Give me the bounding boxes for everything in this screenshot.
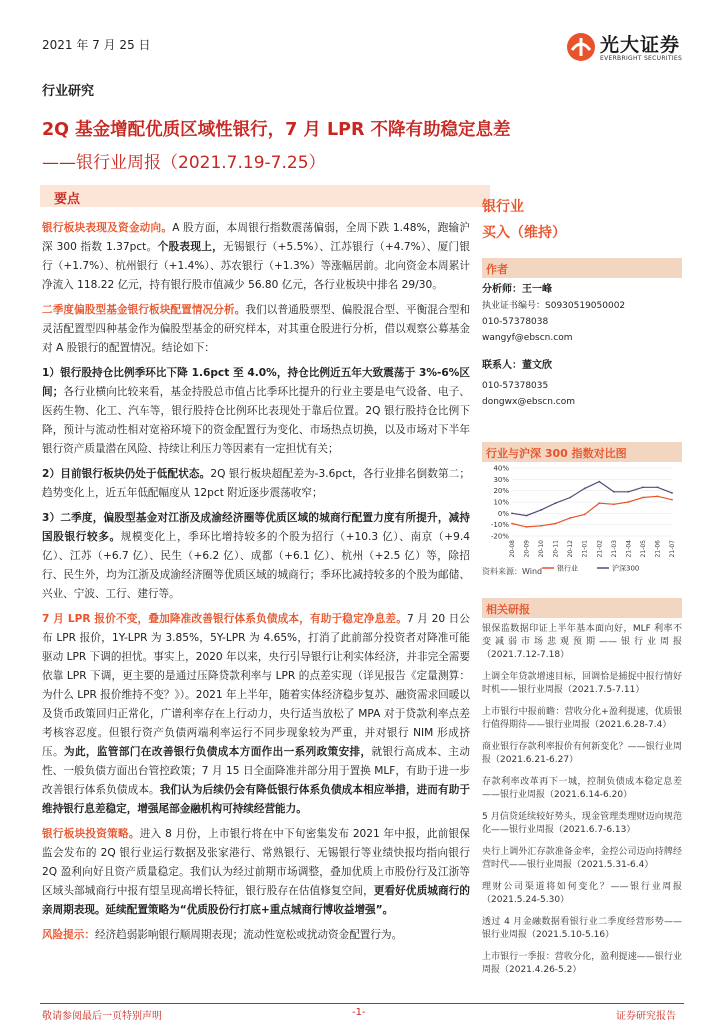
page-number: -1-	[352, 1007, 366, 1018]
series-line-1	[512, 482, 672, 516]
paragraph-conclusion-2	[42, 465, 470, 503]
analyst-email[interactable]: wangyf@ebscn.com	[482, 333, 573, 343]
data-point-1	[540, 509, 542, 511]
data-point-0	[671, 499, 673, 501]
legend-label-1: 沪深300	[612, 564, 640, 573]
paragraph-risk	[42, 926, 470, 945]
data-point-0	[540, 525, 542, 527]
footer-divider	[40, 1003, 684, 1004]
contact-name: 联系人：董文欣	[482, 360, 552, 371]
related-report-item[interactable]: 商业银行存款利率报价有何新变化？——银行业周报（2021.6.21-6.27）	[482, 742, 682, 765]
text-strategy: 进入 8 月份，上市银行将在中下旬密集发布 2021 年中报，此前银保监会发布的 2Q 银行业运行数据及张家港行、常熟银行、无锡银行等业绩快报均指向银行 2Q 盈利向好且资产质量稳定。我们认为经过前期市场调整，叠加优质上市股份行及江浙等区域头部城商行中报有望呈现高增长特征，银行股存在估值修复空间，	[42, 828, 471, 897]
data-point-1	[642, 486, 644, 488]
data-point-0	[657, 495, 659, 497]
data-point-0	[555, 523, 557, 525]
analyst-license: 执业证书编号：S0930519050002	[482, 301, 626, 311]
y-tick-label: 30%	[493, 475, 509, 484]
industry-rating: 买入（维持）	[482, 225, 566, 241]
data-point-0	[511, 523, 513, 525]
summary-heading: 要点	[54, 192, 81, 207]
x-tick-label: 21-07	[669, 540, 676, 558]
data-point-0	[613, 503, 615, 505]
data-point-1	[657, 486, 659, 488]
analyst-name: 分析师：王一峰	[482, 284, 552, 295]
text-conclusion-3: 规模变化上，季环比增持较多的个股为招行（+10.3 亿）、南京（+9.4 亿）、江苏（+6.7 亿）、民生（+6.2 亿）、成都（+6.1 亿）、杭州（+2.5 亿）等，除招行、民生外，均为江浙及成渝经济圈等优质区域的城商行；季环比减持较多的个股为邮储、兴业、宁波、工行、建行等。	[42, 531, 470, 600]
summary-heading-bar	[40, 185, 490, 207]
lead-performance: 银行板块表现及资金动向。	[42, 222, 173, 234]
bold-conclusion-2: 2）目前银行板块仍处于低配状态。	[42, 468, 211, 480]
related-reports-list	[482, 623, 682, 986]
related-report-item[interactable]: 5 月信贷延续较好势头，现金管理类理财迈向规范化——银行业周报（2021.6.7-6.13）	[482, 812, 682, 835]
related-heading-bar	[482, 598, 682, 618]
industry-vs-hs300-chart	[482, 462, 682, 574]
report-subtitle: ——银行业周报（2021.7.19-7.25）	[42, 153, 326, 173]
y-tick-label: -10%	[490, 521, 509, 530]
related-report-item[interactable]: 上调全年贷款增速目标，回调恰是捕捉中报行情好时机——银行业周报（2021.7.5-7.11）	[482, 672, 682, 695]
text-conclusion-2: 2Q 银行板块超配差为-3.6pct，各行业排名倒数第二；趋势变化上，近五年低配幅度从 12pct 附近逐步震荡收窄；	[42, 468, 470, 499]
y-tick-label: 40%	[493, 464, 509, 473]
data-point-0	[584, 514, 586, 516]
text-risk: 经济趋弱影响银行顺周期表现；流动性宽松或扰动资金配置行为。	[94, 929, 403, 941]
data-point-1	[584, 488, 586, 490]
report-category: 行业研究	[42, 84, 95, 99]
data-point-1	[613, 491, 615, 493]
report-title: 2Q 基金增配优质区域性银行，7 月 LPR 不降有助稳定息差	[42, 120, 511, 140]
x-tick-label: 21-06	[654, 540, 662, 558]
paragraph-fund-analysis	[42, 301, 470, 358]
related-report-item[interactable]: 理财公司渠道将如何变化？——银行业周报（2021.5.24-5.30）	[482, 882, 682, 905]
y-tick-label: 10%	[493, 498, 509, 507]
related-report-item[interactable]: 透过 4 月金融数据看银行业二季度经营形势——银行业周报（2021.5.10-5.16）	[482, 917, 682, 940]
paragraph-conclusion-3	[42, 509, 470, 604]
x-tick-label: 21-04	[625, 540, 633, 558]
bold-conclusion-1: 1）银行股持仓比例季环比下降 1.6pct 至 4.0%，持仓比例近五年大致震荡于 3%-6%区间；	[42, 367, 470, 398]
text-lpr-a: 7 月 20 日公布 LPR 报价，1Y-LPR 为 3.85%，5Y-LPR 为 4.65%，打消了此前部分投资者对降准可能驱动 LPR 下调的担忧。事实上，2020 年以来，央行引导银行让利实体经济，并非完全需要依靠 LPR 下调，更主要的是通过压降贷款利率与 LPR 的点差实现（详见报告《定量测算：为什么 LPR 报价维持不变？》）。2021 年上半年，随着实体经济稳步复苏、融资需求回暖以及货币政策回归正常化，广谱利率存在上行动力，央行适当放松了 MPA 对于贷款利率点差考核容忍度。但银行资产负债两端利率运行不同步现象较为严重，并对银行 NIM 形成挤压。	[42, 613, 471, 758]
logo-text-cn: 光大证券	[600, 34, 681, 56]
industry-name: 银行业	[482, 199, 524, 215]
data-point-1	[598, 481, 600, 483]
chart-heading: 行业与沪深 300 指数对比图	[486, 447, 627, 460]
legend-label-0: 银行业	[557, 564, 578, 573]
lead-risk: 风险提示：	[42, 929, 95, 941]
everbright-logo-icon	[566, 32, 596, 62]
lead-strategy: 银行板块投资策略。	[42, 828, 140, 840]
x-tick-label: 21-05	[639, 540, 647, 558]
data-point-0	[598, 502, 600, 504]
footer-disclaimer: 敬请参阅最后一页特别声明	[42, 1011, 162, 1022]
related-report-item[interactable]: 上市银行中报前瞻：营收分化+盈利提速，优质银行值得期待——银行业周报（2021.6.28-7.4）	[482, 707, 682, 730]
bold-lpr-b: 我们认为后续仍会有降低银行体系负债成本相应举措，进而有助于维持银行息差稳定，增强尾部金融机构可持续经营能力。	[42, 784, 471, 815]
text-performance-a: A 股方面，本周银行指数震荡偏弱，全周下跌 1.48%，跑输沪深 300 指数 1.37pct。	[42, 222, 470, 253]
authors-heading: 作者	[486, 263, 508, 276]
data-point-1	[627, 491, 629, 493]
data-point-0	[642, 497, 644, 499]
x-tick-label: 20-11	[552, 540, 560, 558]
text-conclusion-1: 各行业横向比较来看，基金持股总市值占比季环比提升的行业主要是电气设备、电子、医药生物、化工、汽车等，银行股持仓比例环比表现处于靠后位置。2Q 银行股持仓比例下降，预计与流动性相对宽裕环境下的资金配置行为变化、市场热点切换，以及市场对下半年银行资产质量潜在风险、持续让利压力等因素有一定担忧有关；	[42, 386, 470, 455]
data-point-0	[569, 517, 571, 519]
x-tick-label: 21-03	[610, 540, 618, 558]
related-report-item[interactable]: 央行上调外汇存款准备金率，金控公司迈向持牌经营时代——银行业周报（2021.5.31-6.4）	[482, 847, 682, 870]
text-performance-b: 无锡银行（+5.5%）、江苏银行（+4.7%）、厦门银行（+1.7%）、杭州银行（+1.4%）、苏农银行（+1.3%）等涨幅居前。北向资金本周累计净流入 118.22 亿元，持有银行股市值减少 56.80 亿元，各行业板块中排名 29/30。	[42, 241, 470, 291]
related-report-item[interactable]: 上市银行一季报：营收分化，盈利提速——银行业周报（2021.4.26-5.2）	[482, 952, 682, 975]
bold-strategy: 更看好优质城商行的亲周期表现。延续配置策略为“优质股份行打底+重点城商行博收益增强”。	[42, 885, 470, 916]
author-block	[482, 282, 682, 410]
data-point-0	[627, 501, 629, 503]
text-lpr-b: 就银行高成本、主动性、一般负债方面出台管控政策；7 月 15 日全面降准并部分用于置换 MLF，有助于进一步改善银行体系负债成本。	[42, 746, 470, 796]
bold-stock-performance: 个股表现上，	[157, 241, 224, 253]
related-report-item[interactable]: 存款利率改革再下一城，控制负债成本稳定息差——银行业周报（2021.6.14-6.20）	[482, 777, 682, 800]
authors-heading-bar	[482, 258, 682, 278]
chart-heading-bar	[482, 442, 682, 462]
data-point-1	[569, 497, 571, 499]
contact-phone: 010-57378035	[482, 381, 549, 391]
x-tick-label: 20-12	[567, 540, 575, 558]
lead-fund-analysis: 二季度偏股型基金银行板块配置情况分析。	[42, 304, 246, 316]
data-point-0	[526, 526, 528, 528]
bold-conclusion-3: 3）二季度，偏股型基金对江浙及成渝经济圈等优质区域的城商行配置力度有所提升，减持国股银行较多。	[42, 512, 470, 543]
bold-lpr-a: 为此，监管部门在改善银行负债成本方面作出一系列政策安排，	[63, 746, 372, 758]
analyst-phone: 010-57378038	[482, 317, 549, 327]
y-tick-label: 0%	[497, 509, 509, 518]
data-point-1	[555, 502, 557, 504]
data-point-1	[511, 512, 513, 514]
paragraph-lpr	[42, 610, 470, 819]
summary-body	[42, 219, 470, 951]
y-tick-label: 20%	[493, 487, 509, 496]
x-tick-label: 20-10	[538, 540, 546, 558]
brand-logo	[566, 30, 684, 70]
paragraph-strategy	[42, 825, 470, 920]
paragraph-conclusion-1	[42, 364, 470, 459]
text-fund-analysis: 我们以普通股票型、偏股混合型、平衡混合型和灵活配置型四种基金作为偏股型基金的研究样本，对其重仓股进行分析，借以观察公募基金对 A 股银行的配置情况。结论如下：	[42, 304, 471, 354]
report-date: 2021 年 7 月 25 日	[42, 38, 151, 52]
x-tick-label: 20-09	[523, 540, 531, 558]
footer-report-type: 证券研究报告	[616, 1011, 676, 1022]
chart-source: 资料来源：Wind	[482, 567, 543, 576]
data-point-1	[671, 492, 673, 494]
y-tick-label: -20%	[490, 532, 509, 541]
x-tick-label: 21-01	[581, 540, 589, 558]
lead-lpr: 7 月 LPR 报价不变，叠加降准改善银行体系负债成本，有助于稳定净息差。	[42, 613, 407, 625]
contact-email[interactable]: dongwx@ebscn.com	[482, 397, 575, 407]
data-point-1	[526, 515, 528, 517]
x-tick-label: 20-08	[509, 540, 516, 558]
x-tick-label: 21-02	[596, 540, 604, 558]
related-report-item[interactable]: 银保监数据印证上半年基本面向好，MLF 利率不变减弱市场悲观预期——银行业周报（2021.7.12-7.18）	[482, 624, 682, 660]
related-heading: 相关研报	[486, 603, 530, 616]
logo-text-en: EVERBRIGHT SECURITIES	[600, 55, 683, 62]
paragraph-performance	[42, 219, 470, 295]
